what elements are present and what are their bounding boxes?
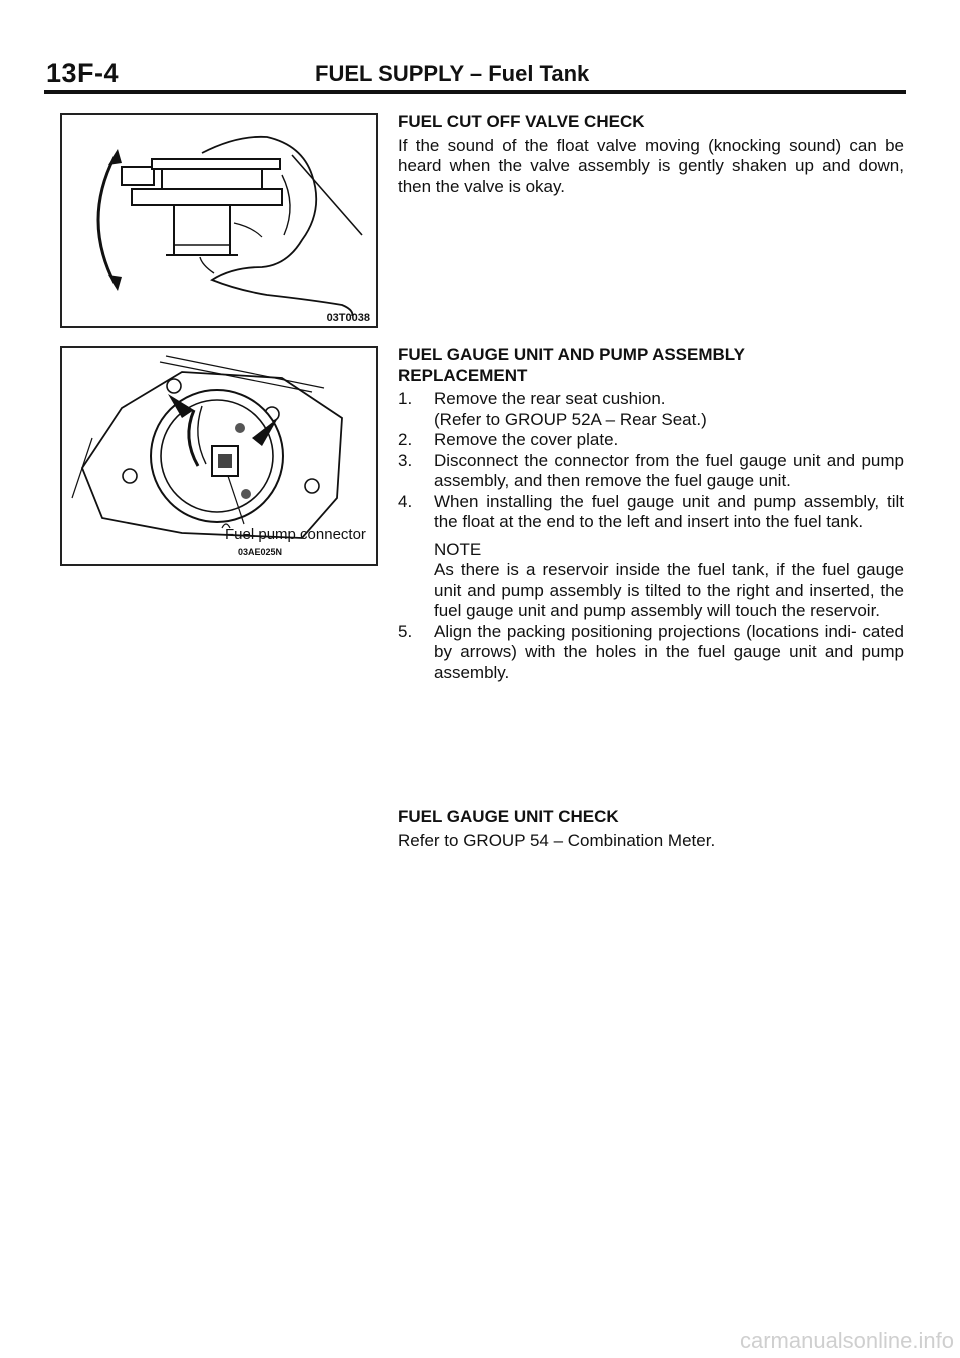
note-text: As there is a reservoir inside the fuel tank, if the fuel gauge unit and pump assembly is tilted to the right and inserted, the fuel gauge unit and pump assembly will touch the reservoir. [434, 560, 904, 620]
step-item [398, 430, 904, 451]
section-heading-line1: FUEL GAUGE UNIT AND PUMP ASSEMBLY [398, 345, 745, 364]
step-item [398, 492, 904, 533]
step-text: When installing the fuel gauge unit and pump assembly, tilt the float at the end to the left and insert into the fuel tank. [434, 491, 904, 531]
step-number: 4. [398, 491, 413, 511]
step-text: Align the packing positioning projections (locations indi- cated by arrows) with the holes in the fuel gauge unit and pump assembly. [434, 621, 904, 682]
step-number: 2. [398, 430, 413, 449]
section-heading-line2: REPLACEMENT [398, 365, 528, 385]
gauge-check-section [398, 807, 904, 851]
step-text: Disconnect the connector from the fuel gauge unit and pump assembly, and then remove the fuel gauge unit. [434, 450, 904, 490]
section-body: If the sound of the float valve moving (knocking sound) can be heard when the valve assembly is gently shaken up and down, then the valve is okay. [398, 135, 904, 196]
page-title: FUEL SUPPLY – Fuel Tank [315, 61, 590, 86]
page-number: 13F-4 [46, 58, 120, 88]
step-number: 1. [398, 389, 413, 408]
step-text: Remove the rear seat cushion. [434, 389, 666, 408]
figure-code: 03T0038 [326, 312, 370, 324]
step-item [398, 451, 904, 492]
valve-check-section [398, 112, 904, 197]
step-subtext: (Refer to GROUP 52A – Rear Seat.) [434, 409, 707, 429]
header-rule [44, 90, 906, 94]
fuel-pump-connector-label: Fuel pump connector [225, 526, 366, 543]
step-number: 5. [398, 621, 413, 641]
figure-code: 03AE025N [238, 547, 283, 557]
watermark: carmanualsonline.info [739, 1328, 954, 1353]
gauge-replacement-section [398, 345, 904, 683]
section-heading: FUEL CUT OFF VALVE CHECK [398, 112, 645, 131]
step-item [398, 622, 904, 684]
step-text: Remove the cover plate. [434, 430, 619, 449]
pump-figure [60, 346, 378, 566]
valve-figure [60, 113, 378, 328]
note-label: NOTE [434, 539, 482, 559]
section-heading: FUEL GAUGE UNIT CHECK [398, 807, 619, 826]
section-body: Refer to GROUP 54 – Combination Meter. [398, 830, 716, 850]
valve-illustration [62, 115, 376, 326]
step-item [398, 389, 904, 430]
step-number: 3. [398, 450, 413, 470]
